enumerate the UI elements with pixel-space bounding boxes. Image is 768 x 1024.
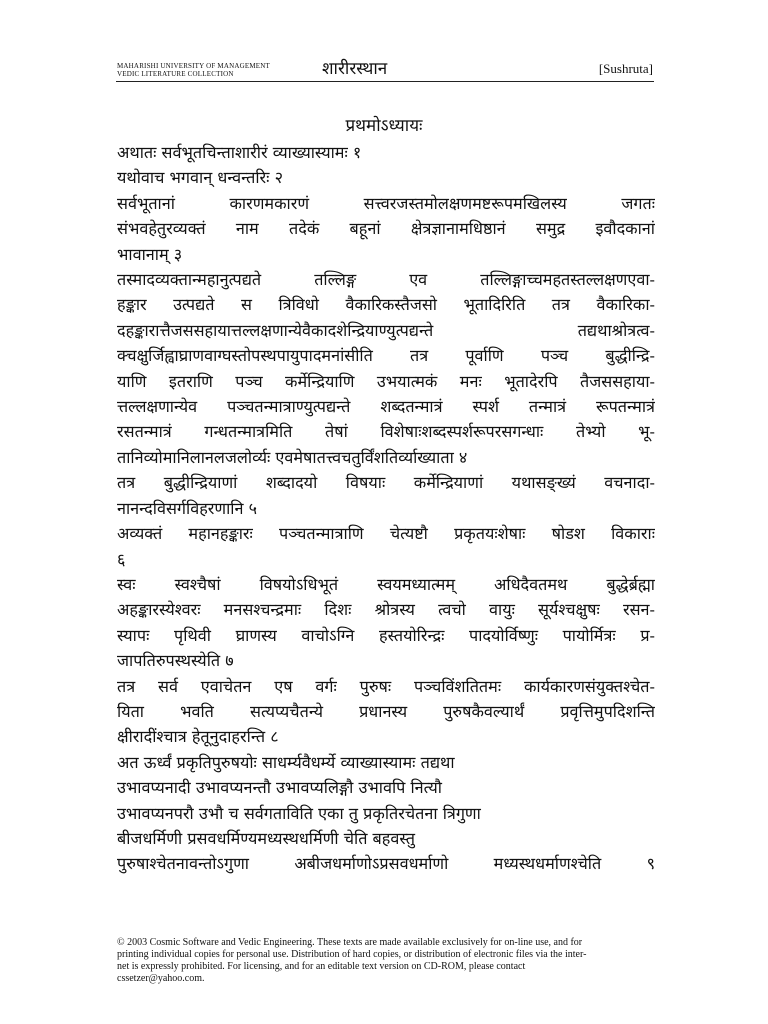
text-line: दहङ्कारात्तैजससहायात्तल्लक्षणान्येवैकादशेन्द्रियाण्युत्पद्यन्ते तद्यथाश्रोत्रत्व- [117, 320, 655, 340]
text-line: तस्मादव्यक्तान्महानुत्पद्यते तल्लिङ्ग एव तल्लिङ्गाच्चमहतस्तल्लक्षणएवा- [117, 270, 655, 290]
text-line: अहङ्कारस्येश्वरः मनसश्चन्द्रमाः दिशः श्रोत्रस्य त्वचो वायुः सूर्यश्चक्षुषः रसन- [117, 600, 655, 620]
text-line: पुरुषाश्चेतनावन्तोऽगुणा अबीजधर्माणोऽप्रसवधर्माणो मध्यस्थधर्माणश्चेति ९ [117, 854, 655, 874]
footer-line: cssetzer@yahoo.com. [117, 973, 205, 984]
text-line: जापतिरुपस्थस्येति ७ [117, 651, 234, 671]
text-line: रसतन्मात्रं गन्धतन्मात्रमिति तेषां विशेषाःशब्दस्पर्शरूपरसगन्धाः तेभ्यो भू- [117, 422, 655, 442]
text-line: अथातः सर्वभूतचिन्ताशारीरं व्याख्यास्यामः १ [117, 143, 362, 162]
text-line: अव्यक्तं महानहङ्कारः पञ्चतन्मात्राणि चेत्यष्टौ प्रकृतयःशेषाः षोडश विकाराः [117, 524, 655, 544]
text-line: यिता भवति सत्यप्यचैतन्ये प्रधानस्य पुरुषकैवल्यार्थं प्रवृत्तिमुपदिशन्ति [117, 701, 655, 721]
text-line: संभवहेतुरव्यक्तं नाम तदेकं बहूनां क्षेत्रज्ञानामधिष्ठानं समुद्र इवौदकानां [117, 219, 655, 239]
work-title: [Sushruta] [598, 61, 653, 76]
text-line: नानन्दविसर्गविहरणानि ५ [117, 498, 258, 518]
collection-name: VEDIC LITERATURE COLLECTION [117, 70, 234, 78]
section-title: शारीरस्थान [322, 59, 388, 79]
text-line: यथोवाच भगवान् धन्वन्तरिः २ [117, 168, 284, 188]
text-line: भावानाम् ३ [117, 244, 183, 264]
text-line: ६ [117, 549, 126, 569]
chapter-title: प्रथमोऽध्यायः [345, 116, 423, 136]
collection-label [117, 62, 270, 78]
text-line: तानिव्योमानिलानलजलोर्व्यः एवमेषातत्त्वचतुर्विंशतिर्व्याख्याता ४ [117, 447, 468, 467]
footer-line: net is expressly prohibited. For licensing, and for an editable text version on CD-ROM, please contact [117, 961, 526, 972]
text-line: याणि इतराणि पञ्च कर्मेन्द्रियाणि उभयात्मकं मनः भूतादेरपि तैजससहाया- [117, 371, 655, 391]
verse-text [117, 140, 655, 877]
text-line: उभावप्यनादी उभावप्यनन्तौ उभावप्यलिङ्गौ उभावपि नित्यौ [117, 778, 442, 798]
text-line: बीजधर्मिणी प्रसवधर्मिण्यमध्यस्थधर्मिणी चेति बहवस्तु [117, 828, 415, 848]
text-line: तत्र बुद्धीन्द्रियाणां शब्दादयो विषयाः कर्मेन्द्रियाणां यथासङ्ख्यं वचनादा- [117, 473, 655, 493]
text-line: स्यापः पृथिवी घ्राणस्य वाचोऽग्नि हस्तयोरिन्द्रः पादयोर्विष्णुः पायोर्मित्रः प्र- [117, 625, 655, 645]
text-line: उभावप्यनपरौ उभौ च सर्वगताविति एका तु प्रकृतिरचेतना त्रिगुणा [117, 803, 481, 823]
university-name: MAHARISHI UNIVERSITY OF MANAGEMENT [117, 62, 270, 70]
text-line: तत्र सर्व एवाचेतन एष वर्गः पुरुषः पञ्चविंशतितमः कार्यकारणसंयुक्तश्चेत- [117, 676, 655, 696]
footer-line: © 2003 Cosmic Software and Vedic Engineering. These texts are made available exclusively for on-line use, and for [117, 937, 583, 948]
text-line: क्चक्षुर्जिह्वाघ्राणवाग्घस्तोपस्थपायुपादमनांसीति तत्र पूर्वाणि पञ्च बुद्धीन्द्रि- [117, 346, 655, 366]
copyright-footer [117, 937, 657, 985]
text-line: क्षीरादींश्चात्र हेतूनुदाहरन्ति ८ [117, 727, 279, 747]
text-line: स्वः स्वश्चैषां विषयोऽधिभूतं स्वयमध्यात्मम् अधिदैवतमथ बुद्धेर्ब्रह्मा [117, 574, 655, 594]
text-line: अत ऊर्ध्वं प्रकृतिपुरुषयोः साधर्म्यवैधर्म्ये व्याख्यास्यामः तद्यथा [117, 752, 455, 772]
header-rule [116, 81, 654, 82]
text-line: सर्वभूतानां कारणमकारणं सत्त्वरजस्तमोलक्षणमष्टरूपमखिलस्य जगतः [117, 193, 655, 213]
text-line: त्तल्लक्षणान्येव पञ्चतन्मात्राण्युत्पद्यन्ते शब्दतन्मात्रं स्पर्श तन्मात्रं रूपतन्मात्रं [117, 397, 655, 417]
footer-line: printing individual copies for personal use. Distribution of hard copies, or distribution of electronic files via the inter- [117, 949, 587, 960]
text-line: हङ्कार उत्पद्यते स त्रिविधो वैकारिकस्तैजसो भूतादिरिति तत्र वैकारिका- [117, 295, 655, 315]
